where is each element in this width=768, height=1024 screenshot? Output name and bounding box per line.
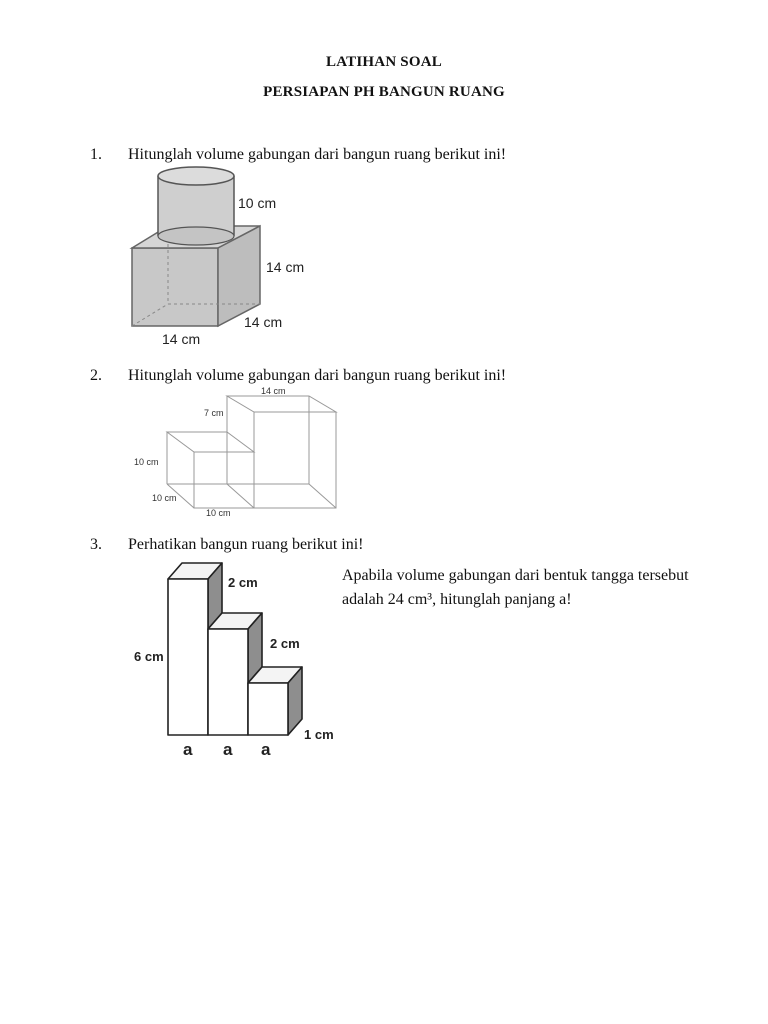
- tall-block-front: [168, 579, 208, 735]
- q3-label-bottom-depth: 1 cm: [304, 727, 334, 742]
- q2-label-small-width: 10 cm: [206, 508, 231, 518]
- page-title: LATIHAN SOAL: [326, 54, 442, 70]
- q2-label-small-depth: 10 cm: [152, 493, 177, 503]
- q3-label-a1: a: [183, 740, 193, 759]
- cube-front-face: [132, 248, 218, 326]
- mid-block-front: [208, 629, 248, 735]
- q1-label-cube-depth: 14 cm: [244, 314, 283, 330]
- page-subtitle: PERSIAPAN PH BANGUN RUANG: [263, 84, 505, 100]
- question-2-number: 2.: [90, 367, 102, 384]
- question-3-figure: [130, 555, 345, 765]
- q2-label-small-height: 10 cm: [134, 457, 159, 467]
- question-1-number: 1.: [90, 146, 102, 163]
- question-3-number: 3.: [90, 536, 102, 553]
- q3-label-top-depth: 2 cm: [228, 575, 258, 590]
- short-block-front: [248, 683, 288, 735]
- question-1-figure: [120, 164, 320, 349]
- cylinder-top: [158, 167, 234, 185]
- small-cube-top: [167, 432, 254, 452]
- cylinder-bottom: [158, 227, 234, 245]
- q1-label-cube-height: 14 cm: [266, 259, 305, 275]
- q1-label-cylinder-height: 10 cm: [238, 195, 277, 211]
- big-cube-top: [227, 396, 336, 412]
- question-1-text: Hitunglah volume gabungan dari bangun ruang berikut ini!: [128, 146, 507, 163]
- question-2-figure: [130, 384, 350, 520]
- q3-label-total-height: 6 cm: [134, 649, 164, 664]
- question-3-side-text: Apabila volume gabungan dari bentuk tangga tersebut adalah 24 cm³, hitunglah panjang a!: [342, 567, 689, 608]
- q3-label-a3: a: [261, 740, 271, 759]
- big-cube-front: [254, 412, 336, 508]
- q2-label-big-width: 14 cm: [261, 386, 286, 396]
- q2-label-step: 7 cm: [204, 408, 224, 418]
- question-3-text: Perhatikan bangun ruang berikut ini!: [128, 536, 364, 553]
- question-2-text: Hitunglah volume gabungan dari bangun ruang berikut ini!: [128, 367, 507, 384]
- q1-label-cube-width: 14 cm: [162, 331, 201, 347]
- q3-label-a2: a: [223, 740, 233, 759]
- q3-label-mid-depth: 2 cm: [270, 636, 300, 651]
